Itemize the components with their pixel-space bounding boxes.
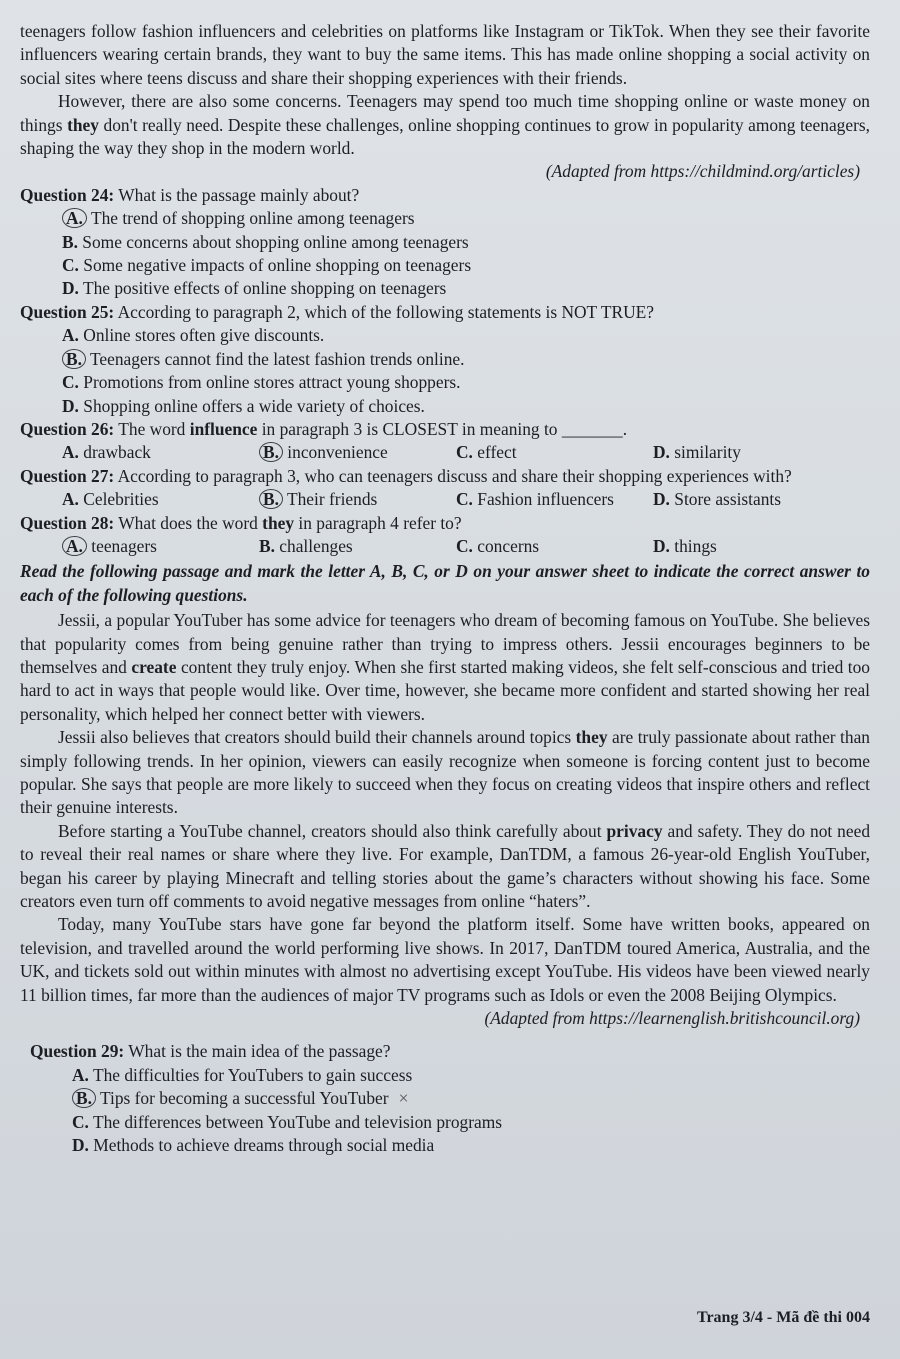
section-instruction: Read the following passage and mark the letter A, B, C, or D on your answer sheet to indicate the correct answer to each of the following questions. [20, 561, 870, 605]
question-label: Question 27: [20, 465, 115, 486]
option-d[interactable]: D. The positive effects of online shopping on teenagers [62, 278, 447, 299]
option-d[interactable]: D. similarity [653, 442, 741, 463]
option-c[interactable]: C. effect [456, 442, 517, 463]
cross-mark-icon: × [398, 1088, 409, 1109]
option-a[interactable]: A. teenagers [62, 535, 259, 558]
option-b[interactable]: B. inconvenience [259, 441, 456, 464]
option-c[interactable]: C. Fashion influencers [456, 489, 614, 510]
option-a[interactable]: A. The trend of shopping online among teenagers [62, 207, 870, 230]
option-d[interactable]: D. things [653, 535, 717, 556]
question-28: Question 28: What does the word they in paragraph 4 refer to? A. teenagers B. challenges C. concerns D. things [20, 512, 870, 559]
question-text: According to paragraph 2, which of the following statements is NOT TRUE? [114, 301, 655, 322]
question-29: Question 29: What is the main idea of the passage? A. The difficulties for YouTubers to gain success B. Tips for becoming a successful YouTuber × C. The differences between YouTube and television programs D. Methods to achieve dreams through social media [20, 1040, 870, 1157]
option-b[interactable]: B. challenges [259, 535, 353, 556]
passage2-source: (Adapted from https://learnenglish.britishcouncil.org) [484, 1008, 860, 1029]
passage2-paragraph4: Today, many YouTube stars have gone far beyond the platform itself. Some have written books, appeared on television, and travelled around the world performing live shows. In 2017, DanTDM toured America, Australia, and the UK, and tickets sold out within minutes with almost no advertising except YouTube. His videos have been viewed nearly 11 billion times, far more than the audiences of major TV programs such as Idols or even the 2008 Beijing Olympics. [20, 914, 870, 1005]
passage1-paragraph3-continued: teenagers follow fashion influencers and celebrities on platforms like Instagram or TikTok. When they see their favorite influencers wearing certain brands, they want to buy the same items. This has made online shopping a social activity on social sites where teens discuss and share their shopping experiences with their friends. [20, 21, 870, 88]
option-a[interactable]: A. drawback [62, 442, 151, 463]
question-label: Question 29: [30, 1041, 125, 1062]
option-a[interactable]: A. The difficulties for YouTubers to gain success [72, 1064, 413, 1085]
option-b[interactable]: B. Teenagers cannot find the latest fashion trends online. [62, 348, 870, 371]
option-c[interactable]: C. Promotions from online stores attract young shoppers. [62, 372, 461, 393]
question-label: Question 25: [20, 301, 115, 322]
passage1-paragraph4: However, there are also some concerns. Teenagers may spend too much time shopping online or waste money on things they don't really need. Despite these challenges, online shopping continues to grow in popularity among teenagers, shaping the way they shop in the modern world. [20, 91, 870, 159]
option-b[interactable]: B. Tips for becoming a successful YouTuber × [72, 1087, 870, 1110]
option-a[interactable]: A. Online stores often give discounts. [62, 325, 325, 346]
passage1-source: (Adapted from https://childmind.org/articles) [545, 161, 860, 182]
passage2-paragraph1: Jessii, a popular YouTuber has some advice for teenagers who dream of becoming famous on YouTube. She believes that popularity comes from being genuine rather than trying to impress others. Jessii encourages beginners to be themselves and create content they truly enjoy. When she first started making videos, she felt self-conscious and tried too hard to act in ways that people would like. Over time, however, she became more confident and started showing her real personality, which helped her connect better with viewers. [20, 610, 871, 724]
question-27: Question 27: According to paragraph 3, who can teenagers discuss and share their shopping experiences with? A. Celebrities B. Their friends C. Fashion influencers D. Store assistants [20, 465, 870, 512]
option-c[interactable]: C. concerns [456, 535, 540, 556]
option-b[interactable]: B. Some concerns about shopping online among teenagers [62, 231, 469, 252]
passage2-paragraph3: Before starting a YouTube channel, creators should also think carefully about privacy and safety. They do not need to reveal their real names or share where they live. For example, DanTDM, a famous 26-year-old English YouTuber, began his career by playing Minecraft and telling stories about the game’s characters without showing his face. Some creators even turn off comments to avoid negative messages from online “haters”. [20, 820, 871, 912]
page-footer: Trang 3/4 - Mã đề thi 004 [696, 1308, 870, 1326]
option-d[interactable]: D. Shopping online offers a wide variety of choices. [62, 395, 425, 416]
option-b[interactable]: B. Their friends [259, 488, 456, 511]
option-a[interactable]: A. Celebrities [62, 489, 159, 510]
question-label: Question 26: [20, 418, 115, 439]
question-24 [20, 184, 870, 301]
question-label: Question 24: [20, 184, 115, 205]
option-d[interactable]: D. Methods to achieve dreams through social media [72, 1135, 435, 1156]
option-c[interactable]: C. Some negative impacts of online shopping on teenagers [62, 255, 472, 276]
option-c[interactable]: C. The differences between YouTube and television programs [72, 1111, 503, 1132]
question-26: Question 26: The word influence in paragraph 3 is CLOSEST in meaning to _______. A. drawback B. inconvenience C. effect D. similarity [20, 418, 870, 465]
option-d[interactable]: D. Store assistants [653, 489, 782, 510]
question-25 [20, 301, 870, 418]
passage2-paragraph2: Jessii also believes that creators should build their channels around topics they are truly passionate about rather than simply following trends. In her opinion, viewers can easily recognize when someone is forcing content just to become popular. She says that people are more likely to succeed when they focus on creating videos that inspire others and reflect their genuine interests. [20, 727, 870, 818]
question-text: What is the passage mainly about? [114, 184, 360, 205]
question-label: Question 28: [20, 512, 115, 533]
